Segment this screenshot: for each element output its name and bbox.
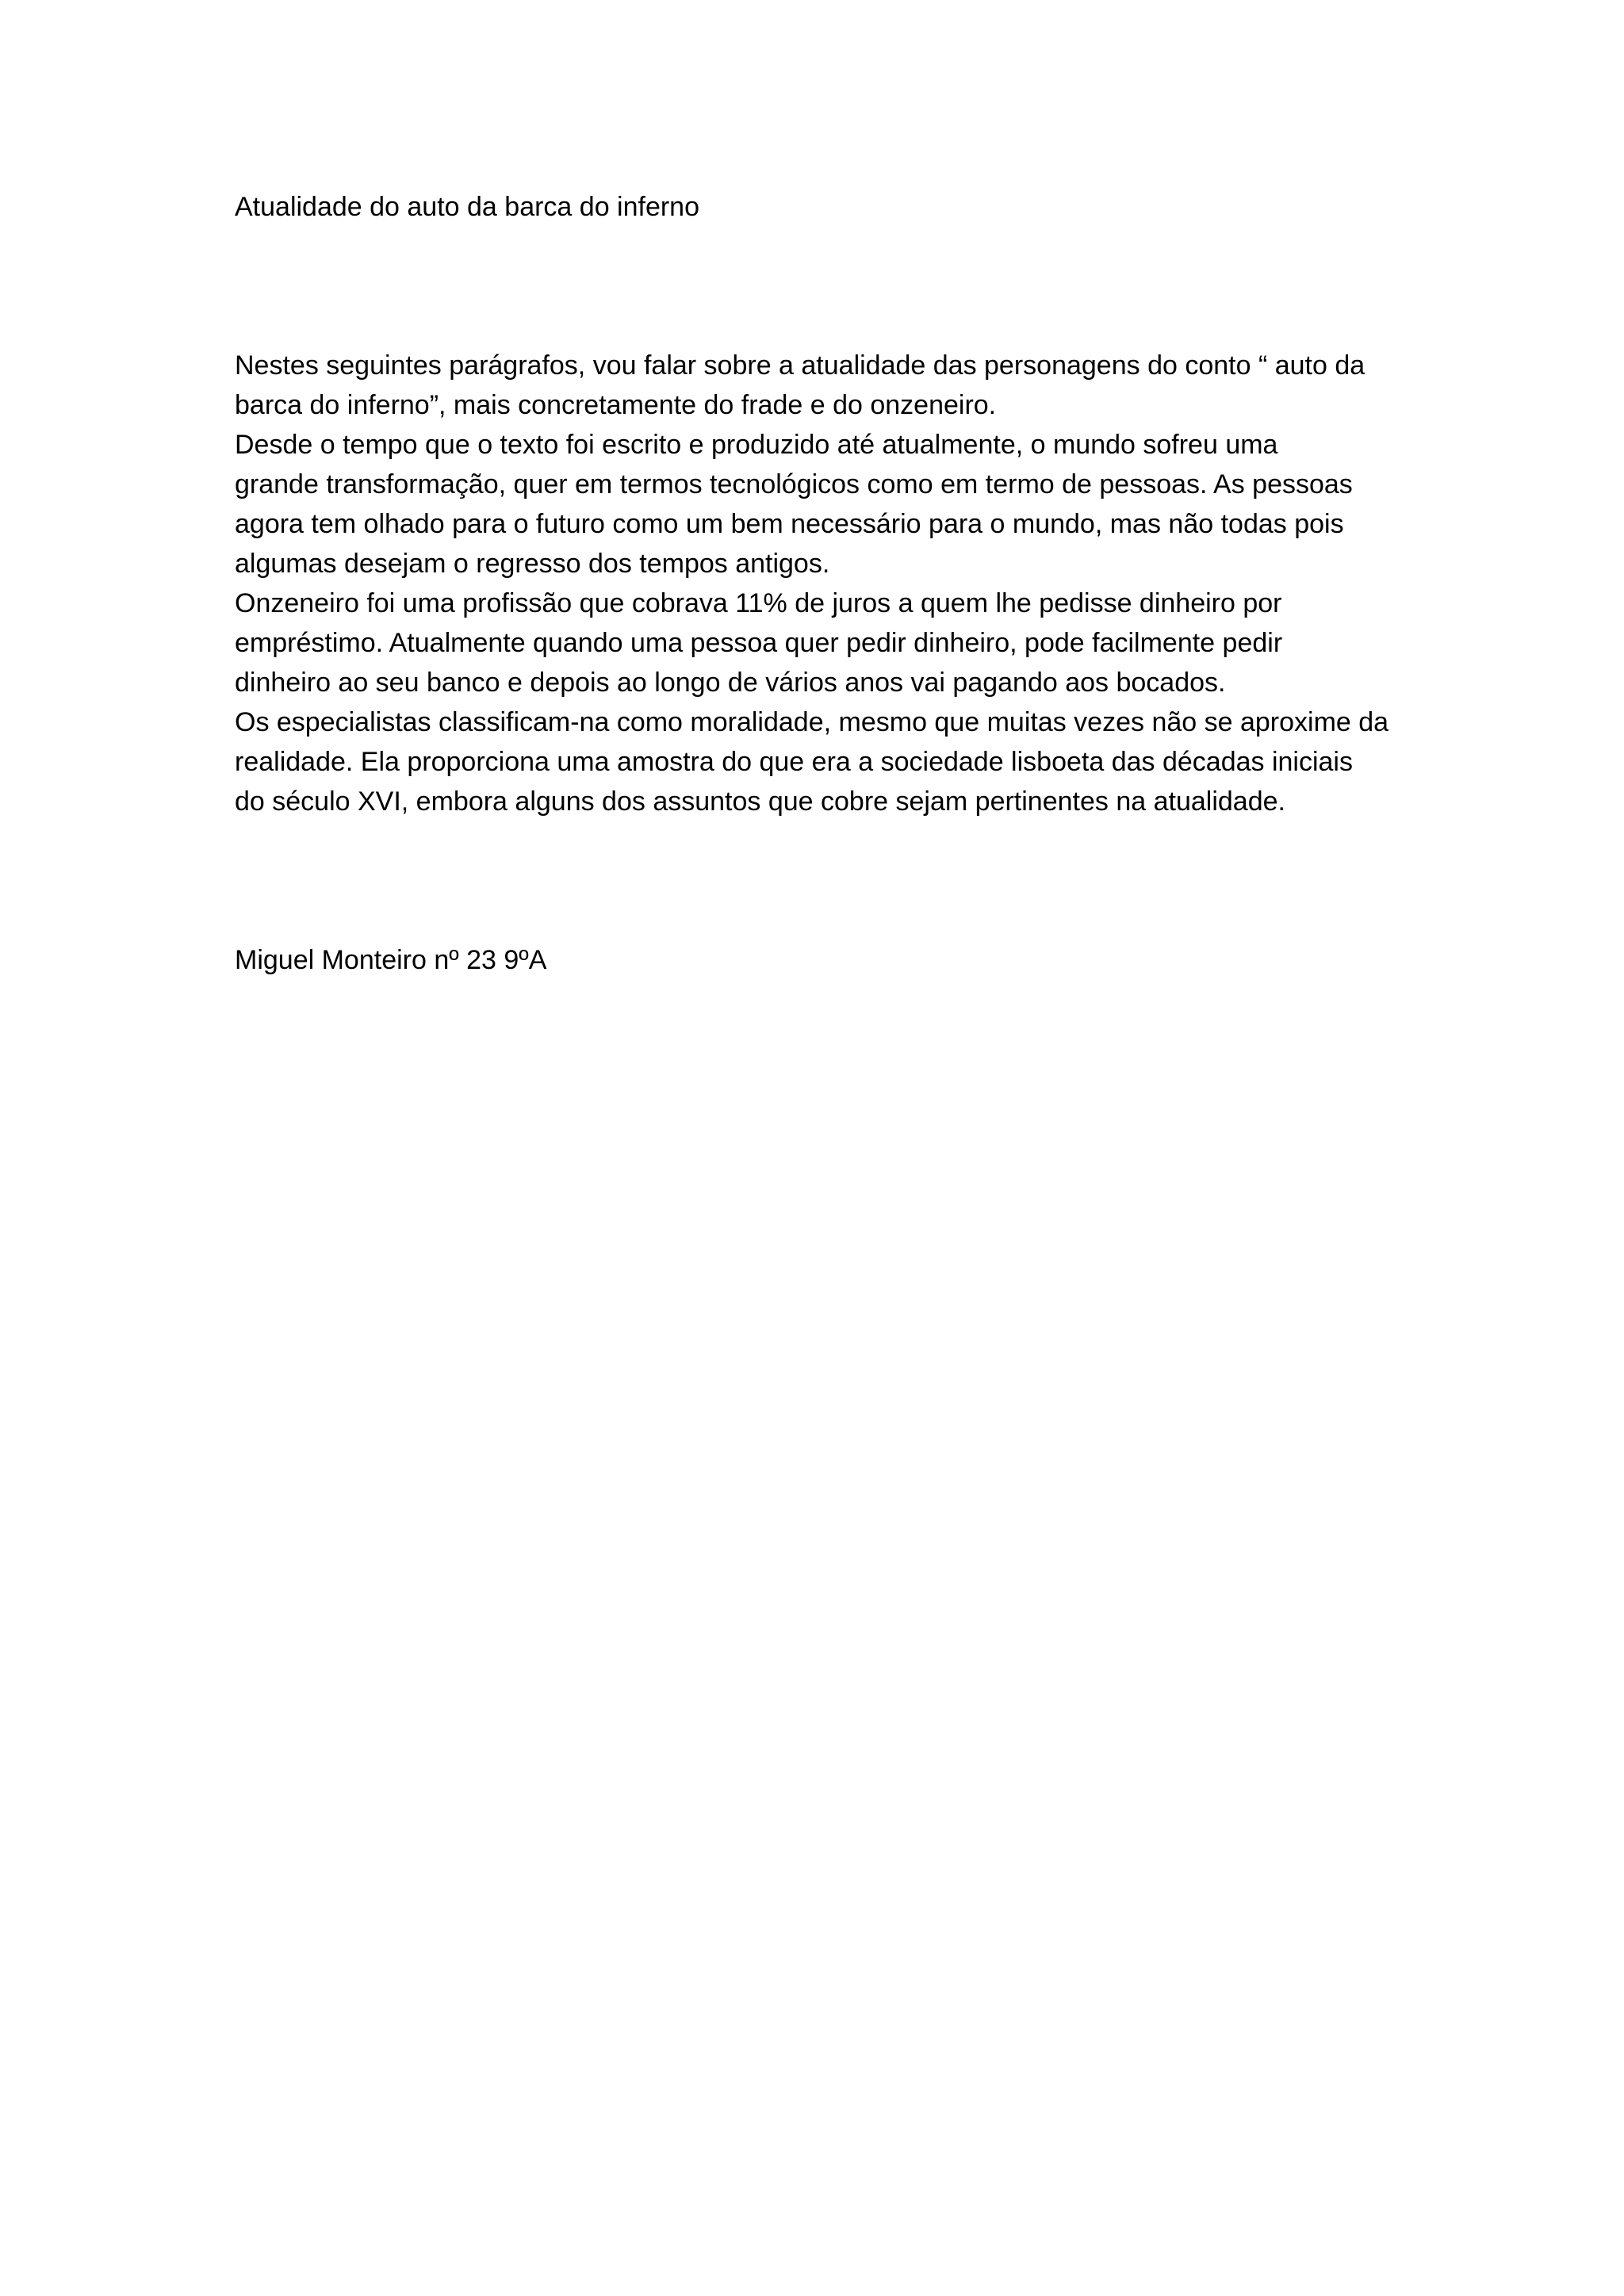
document-content: [235, 187, 1424, 980]
paragraph-intro: Nestes seguintes parágrafos, vou falar sobre a atualidade das personagens do conto “ auto da barca do inferno”, mais concretamente do frade e do onzeneiro.: [235, 350, 1365, 420]
document-title: Atualidade do auto da barca do inferno: [235, 192, 700, 222]
paragraph-transformation: Desde o tempo que o texto foi escrito e produzido até atualmente, o mundo sofreu uma grande transformação, quer em termos tecnológicos como em termo de pessoas. As pessoas agora tem olhado para o futuro como um bem necessário para o mundo, mas não todas pois algumas desejam o regresso dos tempos antigos.: [235, 430, 1353, 579]
paragraph-onzeneiro: Onzeneiro foi uma profissão que cobrava 11% de juros a quem lhe pedisse dinheiro por empréstimo. Atualmente quando uma pessoa quer pedir dinheiro, pode facilmente pedir dinheiro ao seu banco e depois ao longo de vários anos vai pagando aos bocados.: [235, 588, 1283, 698]
document-body: [235, 346, 1424, 821]
paragraph-moralidade: Os especialistas classificam-na como moralidade, mesmo que muitas vezes não se aproxime da realidade. Ela proporciona uma amostra do que era a sociedade lisboeta das décadas iniciais do século XVI, embora alguns dos assuntos que cobre sejam pertinentes na atualidade.: [235, 707, 1389, 817]
author-signature: Miguel Monteiro nº 23 9ºA: [235, 945, 547, 975]
